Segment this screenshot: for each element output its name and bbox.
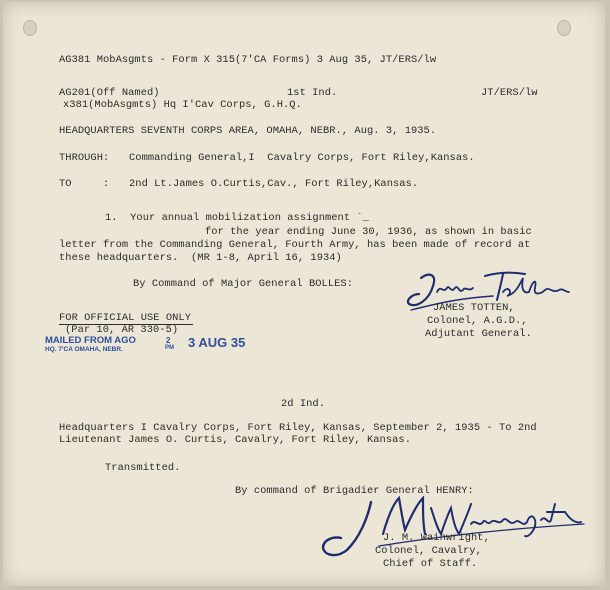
stamp-ampm: PM — [165, 345, 174, 351]
through-label: THROUGH: — [59, 152, 110, 164]
punch-hole — [23, 20, 37, 36]
par-reference: (Par 10, AR 330-5) — [65, 324, 179, 336]
headquarters-line: HEADQUARTERS SEVENTH CORPS AREA, OMAHA, NEBR., Aug. 3, 1935. — [59, 125, 437, 137]
initials: JT/ERS/lw — [481, 87, 538, 99]
body-line: 1. Your annual mobilization assignment `_ — [105, 212, 369, 224]
to-label: TO : — [59, 178, 110, 190]
mailing-stamp-line2: HQ. 7'CA OMAHA, NEBR. — [45, 346, 123, 353]
official-use-notice: FOR OFFICIAL USE ONLY — [59, 312, 191, 324]
first-indorsement-title: 1st Ind. — [287, 87, 338, 99]
to-value: 2nd Lt.James O.Curtis,Cav., Fort Riley,Kansas. — [129, 178, 419, 190]
second-indorsement-line: Headquarters I Cavalry Corps, Fort Riley, Kansas, September 2, 1935 - To 2nd — [59, 422, 537, 434]
document-page — [3, 2, 605, 586]
totten-rank: Colonel, A.G.D., — [427, 315, 528, 327]
wainwright-name: J. M. Wainwright, — [383, 532, 490, 544]
totten-title: Adjutant General. — [425, 328, 532, 340]
body-line: for the year ending June 30, 1936, as shown in basic — [205, 226, 532, 238]
transmitted-text: Transmitted. — [105, 462, 181, 474]
stamp-time: 2 — [166, 336, 171, 345]
mailing-stamp-line1: MAILED FROM AGO — [45, 335, 136, 346]
file-number-a: AG201(Off Named) — [59, 87, 160, 99]
second-indorsement-title: 2d Ind. — [281, 398, 325, 410]
punch-hole — [557, 20, 571, 36]
body-line: letter from the Commanding General, Fourth Army, has been made of record at — [59, 239, 531, 251]
wainwright-title: Chief of Staff. — [383, 558, 478, 570]
body-line: these headquarters. (MR 1-8, April 16, 1934) — [59, 252, 342, 264]
through-value: Commanding General,I Cavalry Corps, Fort Riley,Kansas. — [129, 152, 475, 164]
reference-line: AG381 MobAsgmts - Form X 315(7'CA Forms) 3 Aug 35, JT/ERS/lw — [59, 54, 437, 66]
by-command-line: By command of Brigadier General HENRY: — [235, 485, 474, 497]
second-indorsement-line: Lieutenant James O. Curtis, Cavalry, Fort Riley, Kansas. — [59, 434, 411, 446]
wainwright-rank: Colonel, Cavalry, — [375, 545, 482, 557]
totten-name: JAMES TOTTEN, — [433, 302, 515, 314]
file-number-b: x381(MobAsgmts) Hq I'Cav Corps, G.H.Q. — [63, 99, 302, 111]
by-command-line: By Command of Major General BOLLES: — [133, 278, 353, 290]
stamp-date: 3 AUG 35 — [188, 335, 246, 350]
